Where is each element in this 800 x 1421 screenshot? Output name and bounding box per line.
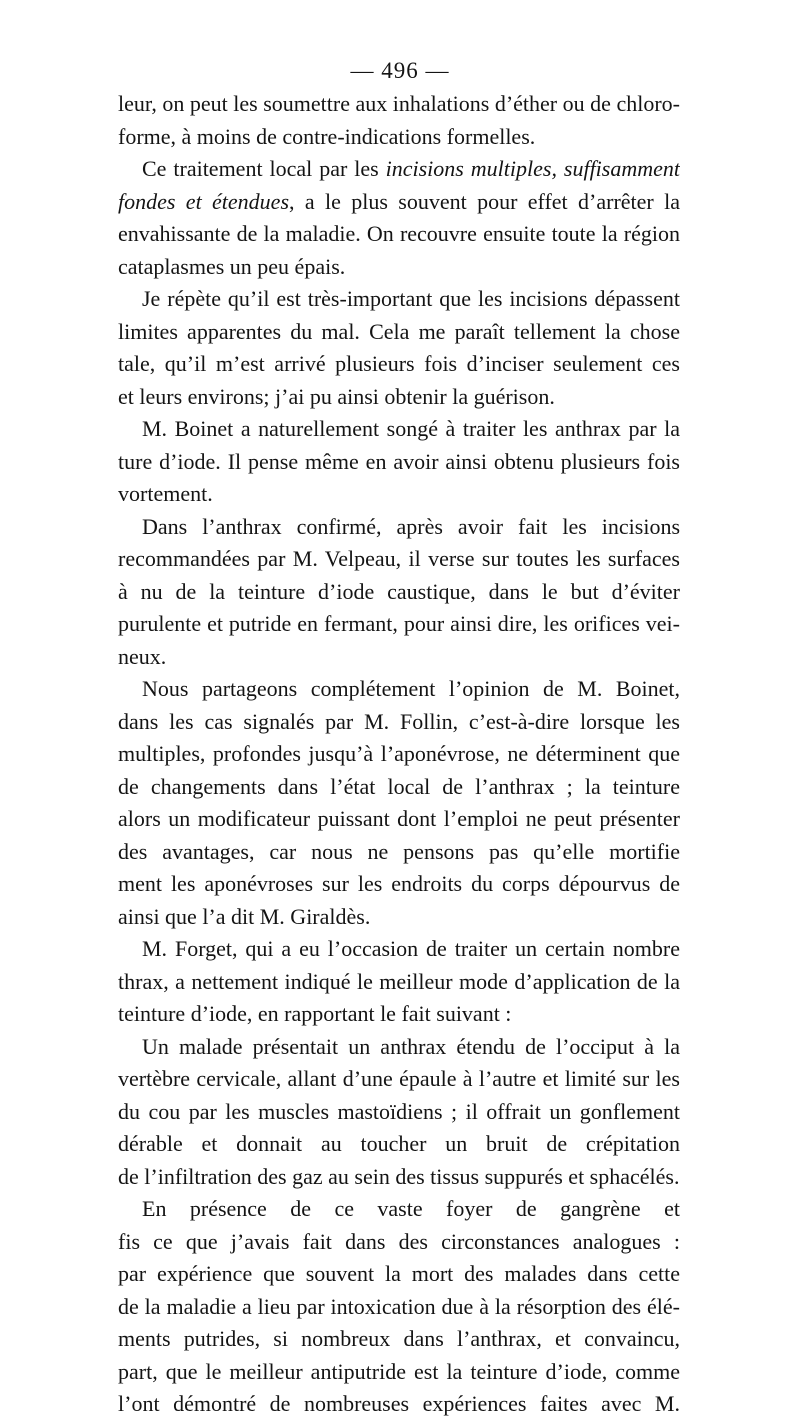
text-line [118,186,680,219]
text-line: envahissante de la maladie. On recouvre ensuite toute la région [118,221,680,246]
text-line: Je répète qu’il est très-important que les incisions dépassent [142,286,680,311]
text-line: Dans l’anthrax confirmé, après avoir fait les incisions [142,513,680,539]
text-line: ainsi que l’a dit M. Giraldès. [118,903,371,929]
text-line: thrax, a nettement indiqué le meilleur mode d’application de la [118,968,680,994]
text-line: de l’infiltration des gaz au sein des tissus suppurés et sphacélés. [118,1163,680,1189]
text-line: leur, on peut les soumettre aux inhalations d’éther ou de chloro- [118,91,680,116]
text-line: forme, à moins de contre-indications formelles. [118,123,536,149]
text-line: vertèbre cervicale, allant d’une épaule à l’autre et limité sur les [118,1066,680,1091]
text-line: de la maladie a lieu par intoxication due à la résorption des élé- [118,1293,680,1319]
text-line [118,153,680,186]
text-line: purulente et putride en fermant, pour ainsi dire, les orifices vei- [118,611,680,636]
text-line: ture d’iode. Il pense même en avoir ainsi obtenu plusieurs fois [118,448,680,474]
text-line: limites apparentes du mal. Cela me paraît tellement la chose [118,318,680,344]
text-line: ments putrides, si nombreux dans l’anthrax, et convaincu, [118,1326,680,1351]
text-line: du cou par les muscles mastoïdiens ; il offrait un gonflement [118,1098,680,1124]
text-line: par expérience que souvent la mort des malades dans cette [118,1261,680,1286]
text-line: ment les aponévroses sur les endroits du corps dépourvus de [118,871,680,896]
text-line: l’ont démontré de nombreuses expériences faites avec M. [118,1391,680,1416]
text-line: des avantages, car nous ne pensons pas qu’elle mortifie [118,838,680,864]
text-line: Nous partageons complétement l’opinion de M. Boinet, [142,676,680,701]
text-line: dérable et donnait au toucher un bruit de crépitation [118,1131,680,1156]
text-line: alors un modificateur puissant dont l’emploi ne peut présenter [118,806,680,831]
text-line: Un malade présentait un anthrax étendu de l’occiput à la [142,1033,680,1059]
text-line: vortement. [118,481,213,506]
text-line: multiples, profondes jusqu’à l’aponévrose, ne déterminent que [118,741,680,766]
text-line: M. Boinet a naturellement songé à traiter les anthrax par la [142,416,680,441]
body-text [118,88,680,1421]
text-line: En présence de ce vaste foyer de gangrène et [142,1196,680,1221]
text-line: M. Forget, qui a eu l’occasion de traiter un certain nombre [142,936,680,961]
text-line: part, que le meilleur antiputride est la teinture d’iode, comme [118,1358,680,1384]
italic-phrase: incisions multiples, suffisamment [385,156,680,181]
italic-phrase: fondes et étendues [118,188,290,214]
text-line: dans les cas signalés par M. Follin, c’est-à-dire lorsque les [118,708,680,734]
text-span: , a le plus souvent pour effet d’arrêter la [289,188,680,214]
page-number: — 496 — [350,58,450,83]
text-line: et leurs environs; j’ai pu ainsi obtenir la guérison. [118,383,555,409]
text-line: à nu de la teinture d’iode caustique, dans le but d’éviter [118,578,680,604]
text-line: tale, qu’il m’est arrivé plusieurs fois d’inciser seulement ces [118,351,680,376]
text-line: teinture d’iode, en rapportant le fait suivant : [118,1001,512,1026]
text-line: fis ce que j’avais fait dans des circonstances analogues : [118,1228,680,1254]
text-line: de changements dans l’état local de l’anthrax ; la teinture [118,773,680,799]
text-line: recommandées par M. Velpeau, il verse sur toutes les surfaces [118,546,680,571]
text-line: neux. [118,643,167,669]
text-line: cataplasmes un peu épais. [118,253,346,279]
text-span: Ce traitement local par les [142,156,386,181]
